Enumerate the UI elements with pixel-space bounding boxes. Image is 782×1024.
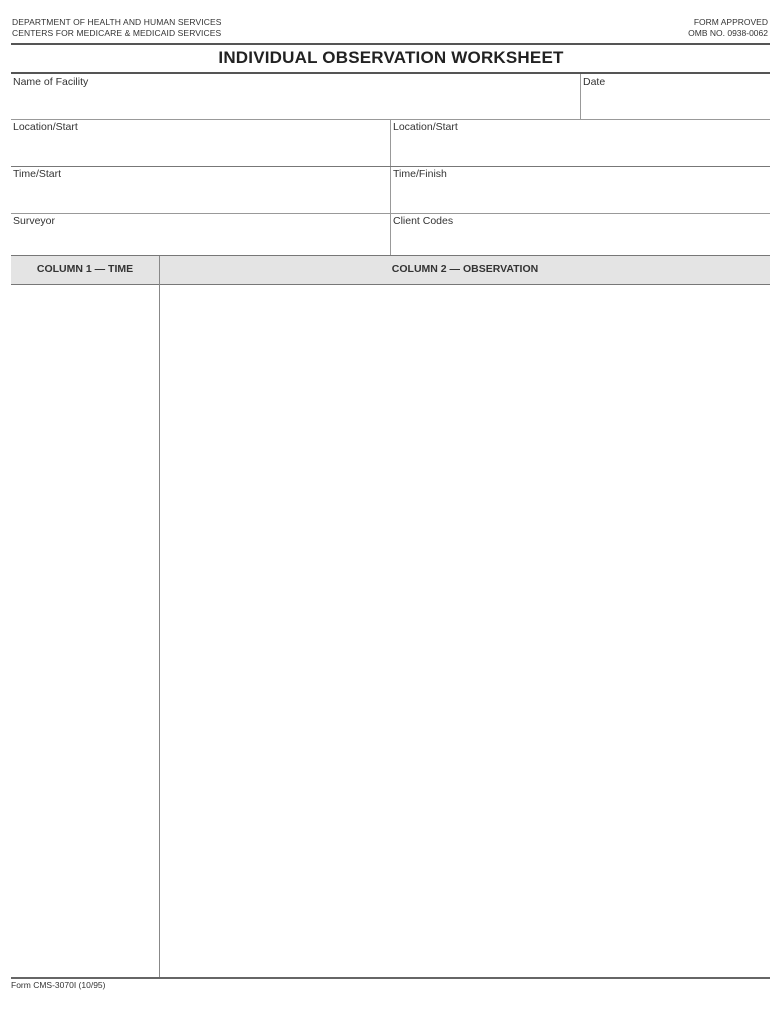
location-start-label-right: Location/Start (393, 121, 458, 133)
time-start-field[interactable] (11, 167, 390, 213)
time-finish-field[interactable] (391, 167, 770, 213)
facility-name-label: Name of Facility (13, 76, 89, 88)
location-start-field-left[interactable] (11, 120, 390, 166)
time-start-label: Time/Start (13, 168, 62, 180)
header-divider (11, 43, 770, 45)
time-column-area[interactable] (11, 285, 159, 977)
observation-column-area[interactable] (160, 285, 770, 977)
agency-line-2: CENTERS FOR MEDICARE & MEDICAID SERVICES (12, 28, 222, 38)
column-2-header: COLUMN 2 — OBSERVATION (391, 263, 539, 275)
form-number: Form CMS-3070I (10/95) (11, 980, 106, 990)
page-title: INDIVIDUAL OBSERVATION WORKSHEET (218, 48, 564, 67)
time-finish-label: Time/Finish (393, 168, 447, 180)
agency-line-1: DEPARTMENT OF HEALTH AND HUMAN SERVICES (12, 17, 222, 27)
approval-header (688, 17, 768, 39)
location-start-field-right[interactable] (391, 120, 770, 166)
location-start-label-left: Location/Start (13, 121, 78, 133)
client-codes-field[interactable] (391, 214, 770, 255)
date-field[interactable] (581, 74, 770, 118)
date-label: Date (583, 76, 606, 88)
column-1-header: COLUMN 1 — TIME (36, 263, 134, 275)
approval-line-2: OMB NO. 0938-0062 (688, 28, 768, 38)
agency-header (12, 17, 222, 39)
bottom-rule (11, 977, 770, 979)
surveyor-field[interactable] (11, 214, 390, 255)
surveyor-label: Surveyor (13, 215, 56, 227)
facility-name-field[interactable] (11, 74, 580, 118)
approval-line-1: FORM APPROVED (693, 17, 768, 27)
client-codes-label: Client Codes (393, 215, 454, 227)
